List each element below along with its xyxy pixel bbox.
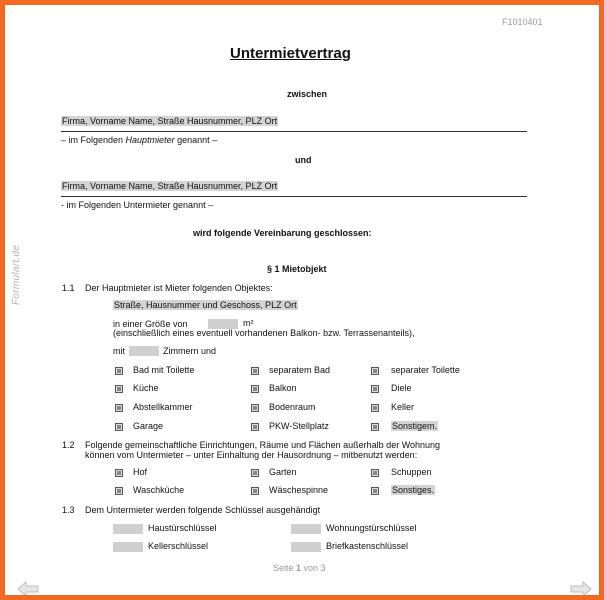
key-count-keller[interactable] xyxy=(113,542,143,552)
address-field[interactable] xyxy=(113,300,298,310)
checkbox-diele[interactable] xyxy=(371,385,379,393)
checkbox-pkw-stellplatz[interactable] xyxy=(251,423,259,431)
checkbox-garten[interactable] xyxy=(251,469,259,477)
party1-value: Firma, Vorname Name, Straße Hausnummer, PLZ Ort xyxy=(62,116,278,126)
rooms-input[interactable] xyxy=(129,346,159,356)
page-indicator xyxy=(273,563,326,573)
agreement-line: wird folgende Vereinbarung geschlossen: xyxy=(193,228,372,238)
party1-line xyxy=(61,131,527,132)
section1-heading: § 1 Mietobjekt xyxy=(267,264,327,274)
rooms-prefix: mit xyxy=(113,346,125,356)
checkbox-abstellkammer[interactable] xyxy=(115,404,123,412)
checkbox-kueche[interactable] xyxy=(115,385,123,393)
clause-1-2-number: 1.2 xyxy=(62,440,75,450)
checkbox-sonstigem[interactable] xyxy=(371,423,379,431)
party1-caption-prefix: – im Folgenden xyxy=(61,135,126,145)
party2-field[interactable] xyxy=(61,181,278,191)
option-label: PKW-Stellplatz xyxy=(269,421,329,431)
clause-1-2-line1: Folgende gemeinschaftliche Einrichtungen, Räume und Flächen außerhalb der Wohnung xyxy=(85,440,441,450)
checkbox-garage[interactable] xyxy=(115,423,123,431)
option-label: separater Toilette xyxy=(391,365,460,375)
page-current: 1 xyxy=(296,563,302,573)
key-label: Kellerschlüssel xyxy=(148,541,209,551)
side-watermark: Formulart.de xyxy=(11,244,22,305)
clause-1-1-text: Der Hauptmieter ist Mieter folgenden Objektes: xyxy=(85,283,273,293)
option-label: Hof xyxy=(133,467,148,477)
prev-page-arrow-icon[interactable] xyxy=(17,581,39,597)
option-label: Küche xyxy=(133,383,159,393)
clause-1-3-text: Dem Untermieter werden folgende Schlüssel ausgehändigt xyxy=(85,505,321,515)
option-label: Garten xyxy=(269,467,297,477)
party1-caption xyxy=(61,135,217,145)
option-label: separatem Bad xyxy=(269,365,331,375)
document-title: Untermietvertrag xyxy=(230,45,351,62)
clause-1-2-line2: können vom Untermieter – unter Einhaltung der Hausordnung – mitbenutzt werden: xyxy=(85,450,418,460)
clause-1-3-number: 1.3 xyxy=(62,505,75,515)
option-label: Bodenraum xyxy=(269,402,316,412)
party2-caption: - im Folgenden Untermieter genannt – xyxy=(61,200,214,210)
checkbox-waschkueche[interactable] xyxy=(115,487,123,495)
other-field-shared[interactable]: Sonstiges. xyxy=(392,485,435,495)
option-label: Balkon xyxy=(269,383,297,393)
key-count-wohnungstuer[interactable] xyxy=(291,524,321,534)
option-label xyxy=(391,485,435,495)
checkbox-waeschespinne[interactable] xyxy=(251,487,259,495)
key-count-briefkasten[interactable] xyxy=(291,542,321,552)
checkbox-separatem-bad[interactable] xyxy=(251,367,259,375)
option-label: Wäschespinne xyxy=(269,485,329,495)
rooms-suffix: Zimmern und xyxy=(163,346,217,356)
address-value: Straße, Hausnummer und Geschoss, PLZ Ort xyxy=(114,300,297,310)
party2-line xyxy=(61,196,527,197)
key-label: Briefkastenschlüssel xyxy=(326,541,409,551)
party1-field[interactable] xyxy=(61,116,278,126)
option-label: Schuppen xyxy=(391,467,432,477)
checkbox-bad-mit-toilette[interactable] xyxy=(115,367,123,375)
other-field-rooms[interactable]: Sonstigem. xyxy=(392,421,438,431)
page-prefix: Seite xyxy=(273,563,297,573)
party1-caption-suffix: genannt – xyxy=(174,135,218,145)
option-label: Keller xyxy=(391,402,415,412)
checkbox-sonstiges[interactable] xyxy=(371,487,379,495)
option-label: Garage xyxy=(133,421,164,431)
checkbox-hof[interactable] xyxy=(115,469,123,477)
party2-value: Firma, Vorname Name, Straße Hausnummer, PLZ Ort xyxy=(62,181,278,191)
option-label: Waschküche xyxy=(133,485,185,495)
checkbox-keller[interactable] xyxy=(371,404,379,412)
option-label: Diele xyxy=(391,383,412,393)
size-unit: m² xyxy=(243,318,254,328)
checkbox-separater-toilette[interactable] xyxy=(371,367,379,375)
key-label: Wohnungstürschlüssel xyxy=(326,523,417,533)
key-label: Haustürschlüssel xyxy=(148,523,217,533)
option-label xyxy=(391,421,438,431)
between-label: zwischen xyxy=(287,89,328,99)
option-label: Bad mit Toilette xyxy=(133,365,195,375)
and-label: und xyxy=(295,155,312,165)
checkbox-bodenraum[interactable] xyxy=(251,404,259,412)
party1-caption-role: Hauptmieter xyxy=(125,135,175,145)
form-code: F1010401 xyxy=(502,17,543,27)
size-prefix: in einer Größe von xyxy=(113,319,188,329)
option-label: Abstellkammer xyxy=(133,402,193,412)
key-count-haustuer[interactable] xyxy=(113,524,143,534)
clause-1-1-number: 1.1 xyxy=(62,283,75,293)
checkbox-balkon[interactable] xyxy=(251,385,259,393)
page-suffix: von 3 xyxy=(301,563,326,573)
next-page-arrow-icon[interactable] xyxy=(570,581,592,597)
size-note: (einschließlich eines eventuell vorhandenen Balkon- bzw. Terrassenanteils), xyxy=(113,328,415,338)
checkbox-schuppen[interactable] xyxy=(371,469,379,477)
